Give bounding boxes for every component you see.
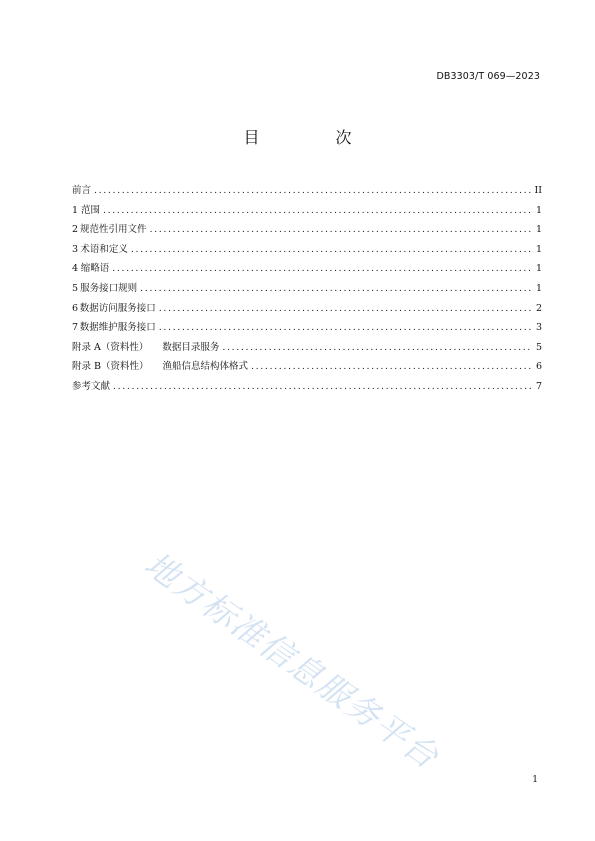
toc-leader-dots — [149, 220, 531, 240]
page-number: 1 — [532, 775, 538, 785]
toc-entry-6[interactable] — [72, 299, 542, 319]
toc-entry-text: 数据访问服务接口 — [79, 302, 156, 314]
toc-leader-dots — [94, 181, 531, 201]
toc-entry-4[interactable] — [72, 259, 542, 279]
toc-entry-number: 3 — [72, 243, 79, 255]
toc-entry-number: 5 — [72, 282, 79, 294]
toc-entry-5[interactable] — [72, 279, 542, 299]
toc-entry-number: 2 — [72, 224, 79, 236]
toc-entry-7[interactable] — [72, 318, 542, 338]
toc-appendix-label: 附录 B（资料性） — [72, 361, 149, 373]
toc-entry-preface[interactable] — [72, 181, 542, 201]
toc-entry-page: 1 — [535, 224, 542, 236]
document-code: DB3303/T 069—2023 — [436, 71, 540, 82]
toc-leader-dots — [251, 357, 531, 377]
toc-entry-references[interactable] — [72, 377, 542, 397]
toc-leader-dots — [140, 279, 531, 299]
toc-entry-page: 5 — [535, 341, 542, 353]
toc-entry-page: 1 — [535, 243, 542, 255]
toc-entry-page: 2 — [535, 302, 542, 314]
toc-entry-1[interactable] — [72, 201, 542, 221]
toc-entry-number: 7 — [72, 322, 79, 334]
toc-entry-number: 6 — [72, 302, 79, 314]
toc-entry-page: 1 — [535, 204, 542, 216]
toc-leader-dots — [103, 201, 531, 221]
table-of-contents — [72, 181, 542, 397]
toc-leader-dots — [222, 338, 531, 358]
toc-appendix-label: 附录 A（资料性） — [72, 341, 149, 353]
toc-entry-text: 渔船信息结构体格式 — [162, 361, 249, 373]
toc-entry-number: 1 — [72, 204, 79, 216]
toc-leader-dots — [159, 299, 531, 319]
toc-entry-page: 1 — [535, 282, 542, 294]
toc-entry-page: 6 — [535, 361, 542, 373]
toc-entry-number: 4 — [72, 263, 79, 275]
watermark: 地方标准信息服务平台 — [137, 544, 447, 777]
toc-leader-dots — [113, 377, 531, 397]
toc-entry-page: 7 — [535, 380, 542, 392]
page-title: 目 次 — [243, 128, 382, 147]
toc-entry-page: II — [534, 185, 542, 196]
toc-entry-text: 数据目录服务 — [162, 341, 220, 353]
toc-entry-appendix-b[interactable] — [72, 357, 542, 377]
toc-entry-page: 3 — [535, 322, 542, 334]
toc-entry-text: 参考文献 — [72, 380, 111, 392]
toc-leader-dots — [112, 259, 531, 279]
toc-leader-dots — [131, 240, 531, 260]
toc-entry-page: 1 — [535, 263, 542, 275]
toc-entry-3[interactable] — [72, 240, 542, 260]
toc-entry-appendix-a[interactable] — [72, 338, 542, 358]
toc-entry-2[interactable] — [72, 220, 542, 240]
toc-entry-text: 术语和定义 — [80, 243, 128, 255]
toc-entry-text: 缩略语 — [80, 263, 110, 275]
toc-leader-dots — [159, 318, 531, 338]
toc-entry-text: 前言 — [72, 185, 92, 196]
toc-entry-text: 数据维护服务接口 — [79, 322, 156, 334]
toc-entry-text: 规范性引用文件 — [79, 224, 147, 236]
toc-entry-text: 服务接口规则 — [80, 282, 138, 294]
toc-entry-text: 范围 — [80, 204, 100, 216]
